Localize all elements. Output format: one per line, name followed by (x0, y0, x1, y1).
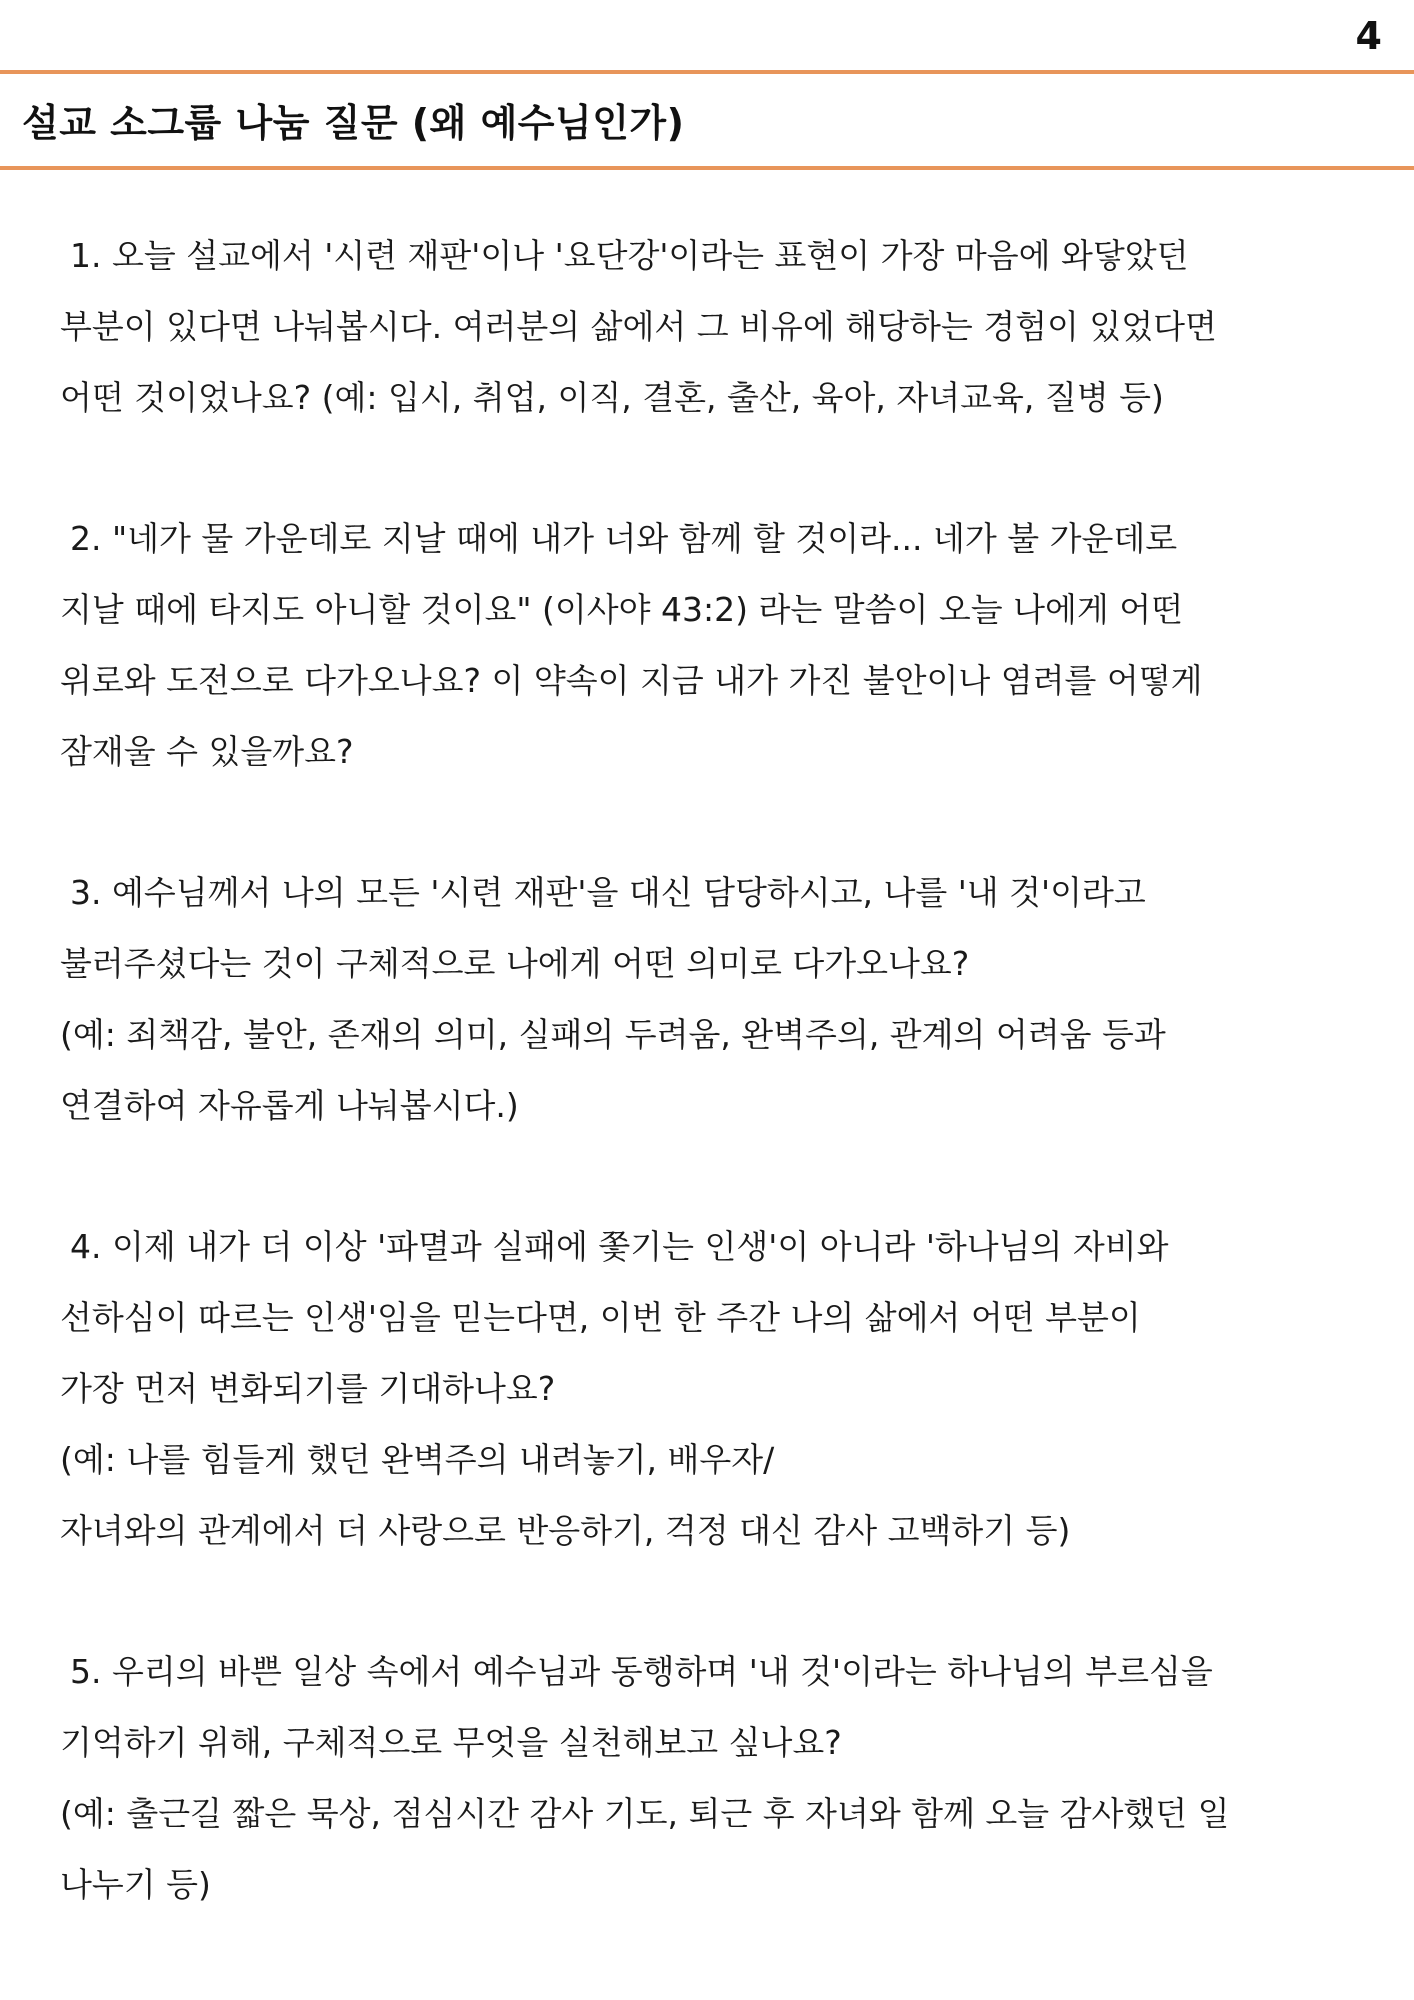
question-line: 4. 이제 내가 더 이상 '파멸과 실패에 쫓기는 인생'이 아니라 '하나님의 자비와 (70, 1227, 1169, 1266)
page-title: 설교 소그룹 나눔 질문 (왜 예수님인가) (22, 101, 685, 145)
question-line: 선하심이 따르는 인생'임을 믿는다면, 이번 한 주간 나의 삶에서 어떤 부분이 (60, 1298, 1141, 1337)
question-line: 부분이 있다면 나눠봅시다. 여러분의 삶에서 그 비유에 해당하는 경험이 있었다면 (60, 307, 1217, 346)
question-line: 위로와 도전으로 다가오나요? 이 약속이 지금 내가 가진 불안이나 염려를 어떻게 (60, 661, 1203, 700)
question-line: 연결하여 자유롭게 나눠봅시다.) (60, 1086, 519, 1125)
question-line: 2. "네가 물 가운데로 지날 때에 내가 너와 함께 할 것이라... 네가 불 가운데로 (70, 519, 1178, 558)
question-list (60, 220, 1360, 1990)
question-line: 지날 때에 타지도 아니할 것이요" (이사야 43:2) 라는 말씀이 오늘 나에게 어떤 (60, 590, 1184, 629)
question-line: 자녀와의 관계에서 더 사랑으로 반응하기, 걱정 대신 감사 고백하기 등) (60, 1511, 1071, 1550)
header-rule-top (0, 70, 1414, 74)
question-line: 5. 우리의 바쁜 일상 속에서 예수님과 동행하며 '내 것'이라는 하나님의 부르심을 (70, 1652, 1213, 1691)
question-2 (60, 503, 1360, 787)
question-line: 불러주셨다는 것이 구체적으로 나에게 어떤 의미로 다가오나요? (60, 944, 970, 983)
page-number: 4 (1355, 14, 1382, 58)
question-line: 어떤 것이었나요? (예: 입시, 취업, 이직, 결혼, 출산, 육아, 자녀교육, 질병 등) (60, 378, 1164, 417)
question-line: (예: 죄책감, 불안, 존재의 의미, 실패의 두려움, 완벽주의, 관계의 어려움 등과 (60, 1015, 1166, 1054)
question-5 (60, 1636, 1360, 1920)
question-line: (예: 나를 힘들게 했던 완벽주의 내려놓기, 배우자/ (60, 1440, 775, 1479)
question-line: 잠재울 수 있을까요? (60, 732, 354, 771)
question-4 (60, 1211, 1360, 1566)
question-line: 기억하기 위해, 구체적으로 무엇을 실천해보고 싶나요? (60, 1723, 842, 1762)
question-line: 1. 오늘 설교에서 '시련 재판'이나 '요단강'이라는 표현이 가장 마음에 와닿았던 (70, 236, 1189, 275)
question-line: 나누기 등) (60, 1865, 211, 1904)
header-rule-bottom (0, 166, 1414, 170)
question-3 (60, 857, 1360, 1141)
question-1 (60, 220, 1360, 433)
question-line: 가장 먼저 변화되기를 기대하나요? (60, 1369, 556, 1408)
question-line: (예: 출근길 짧은 묵상, 점심시간 감사 기도, 퇴근 후 자녀와 함께 오늘 감사했던 일 (60, 1794, 1230, 1833)
question-line: 3. 예수님께서 나의 모든 '시련 재판'을 대신 담당하시고, 나를 '내 것'이라고 (70, 873, 1146, 912)
